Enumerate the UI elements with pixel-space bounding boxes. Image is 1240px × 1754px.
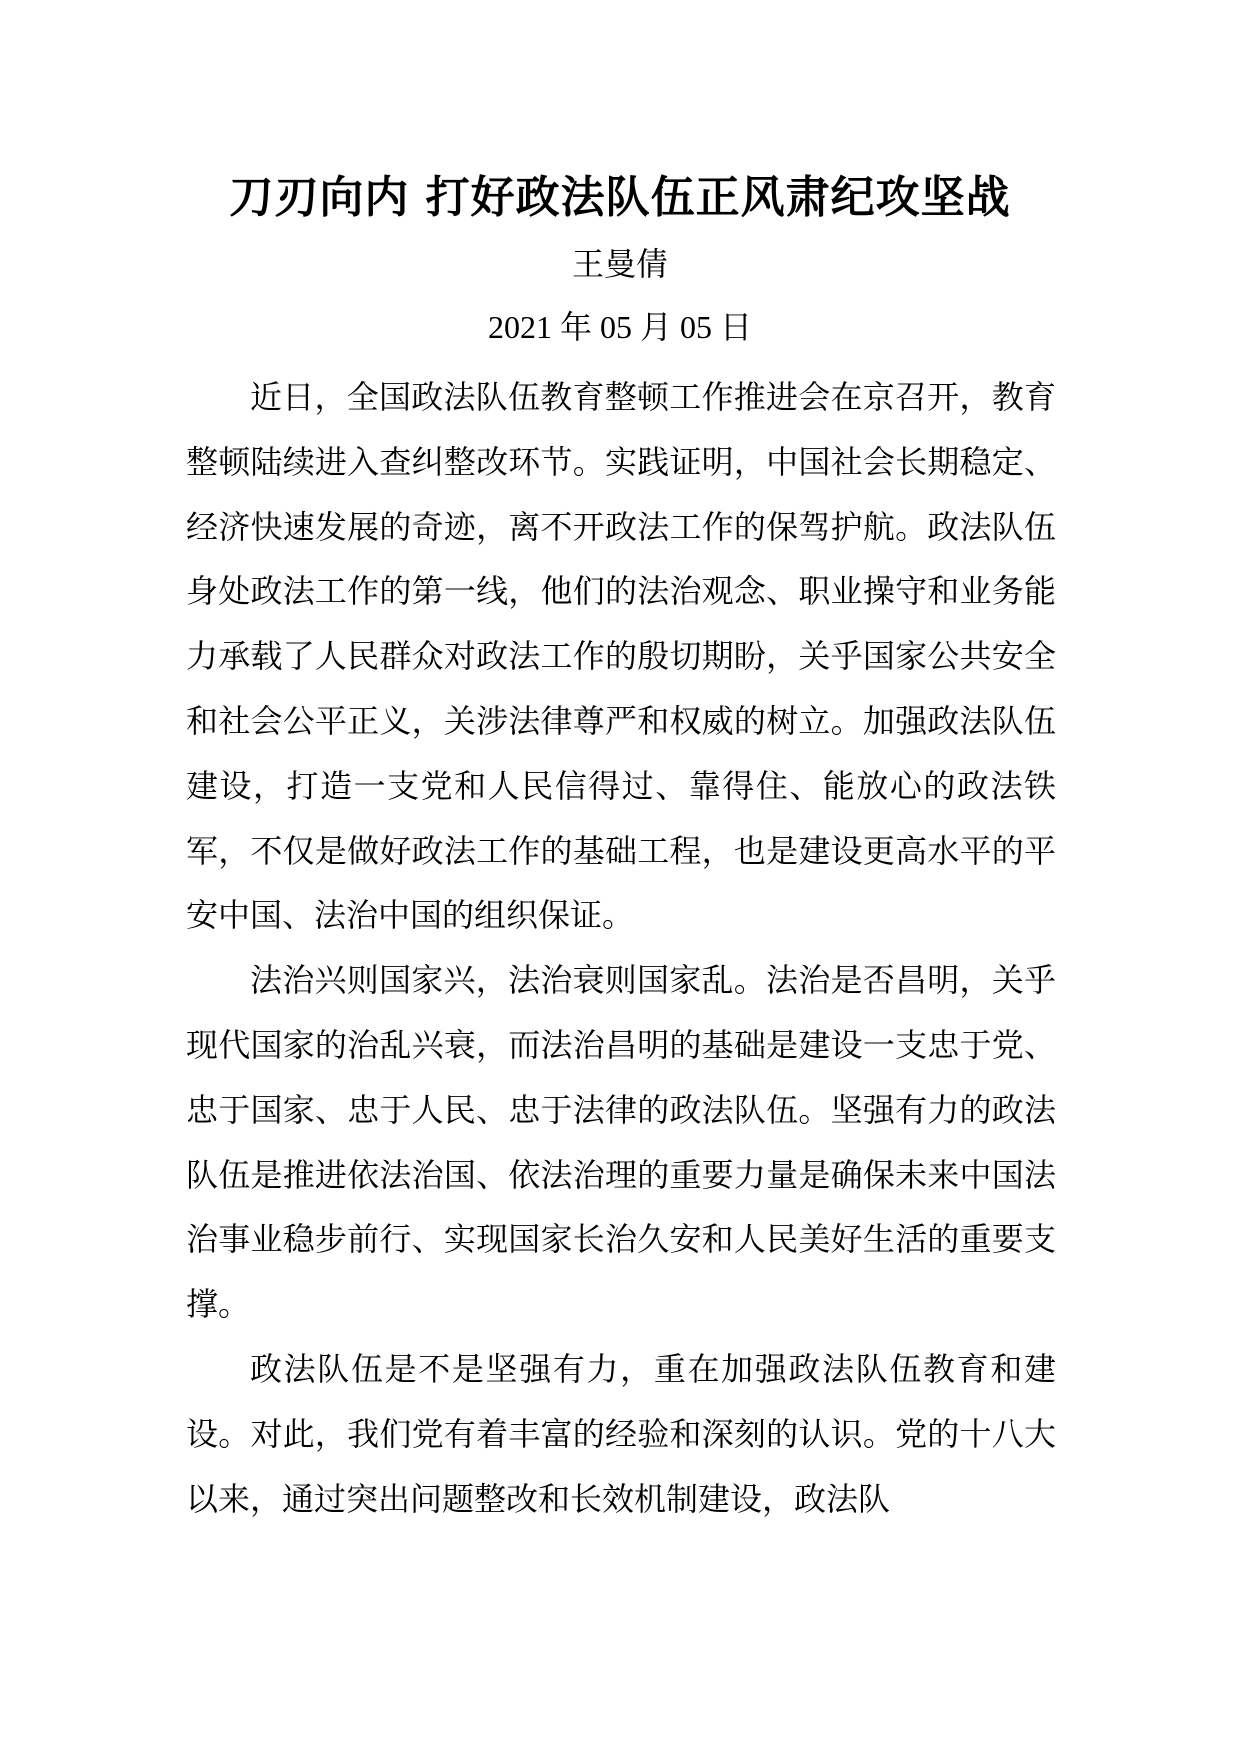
paragraph: 政法队伍是不是坚强有力，重在加强政法队伍教育和建设。对此，我们党有着丰富的经验和深刻的认识。党的十八大以来，通过突出问题整改和长效机制建设，政法队 (186, 1349, 1056, 1518)
document-body (186, 365, 1056, 1531)
paragraph: 近日，全国政法队伍教育整顿工作推进会在京召开，教育整顿陆续进入查纠整改环节。实践证明，中国社会长期稳定、经济快速发展的奇迹，离不开政法工作的保驾护航。政法队伍身处政法工作的第一线，他们的法治观念、职业操守和业务能力承载了人民群众对政法工作的殷切期盼，关乎国家公共安全和社会公平正义，关涉法律尊严和权威的树立。加强政法队伍建设，打造一支党和人民信得过、靠得住、能放心的政法铁军，不仅是做好政法工作的基础工程，也是建设更高水平的平安中国、法治中国的组织保证。 (186, 378, 1056, 935)
document-author: 王曼倩 (571, 245, 668, 283)
document-date: 2021 年 05 月 05 日 (487, 309, 752, 345)
paragraph: 法治兴则国家兴，法治衰则国家乱。法治是否昌明，关乎现代国家的治乱兴衰，而法治昌明的基础是建设一支忠于党、忠于国家、忠于人民、忠于法律的政法队伍。坚强有力的政法队伍是推进依法治国、依法治理的重要力量是确保未来中国法治事业稳步前行、实现国家长治久安和人民美好生活的重要支撑。 (186, 961, 1056, 1324)
document-title: 刀刃向内 打好政法队伍正风肃纪攻坚战 (229, 172, 1011, 223)
